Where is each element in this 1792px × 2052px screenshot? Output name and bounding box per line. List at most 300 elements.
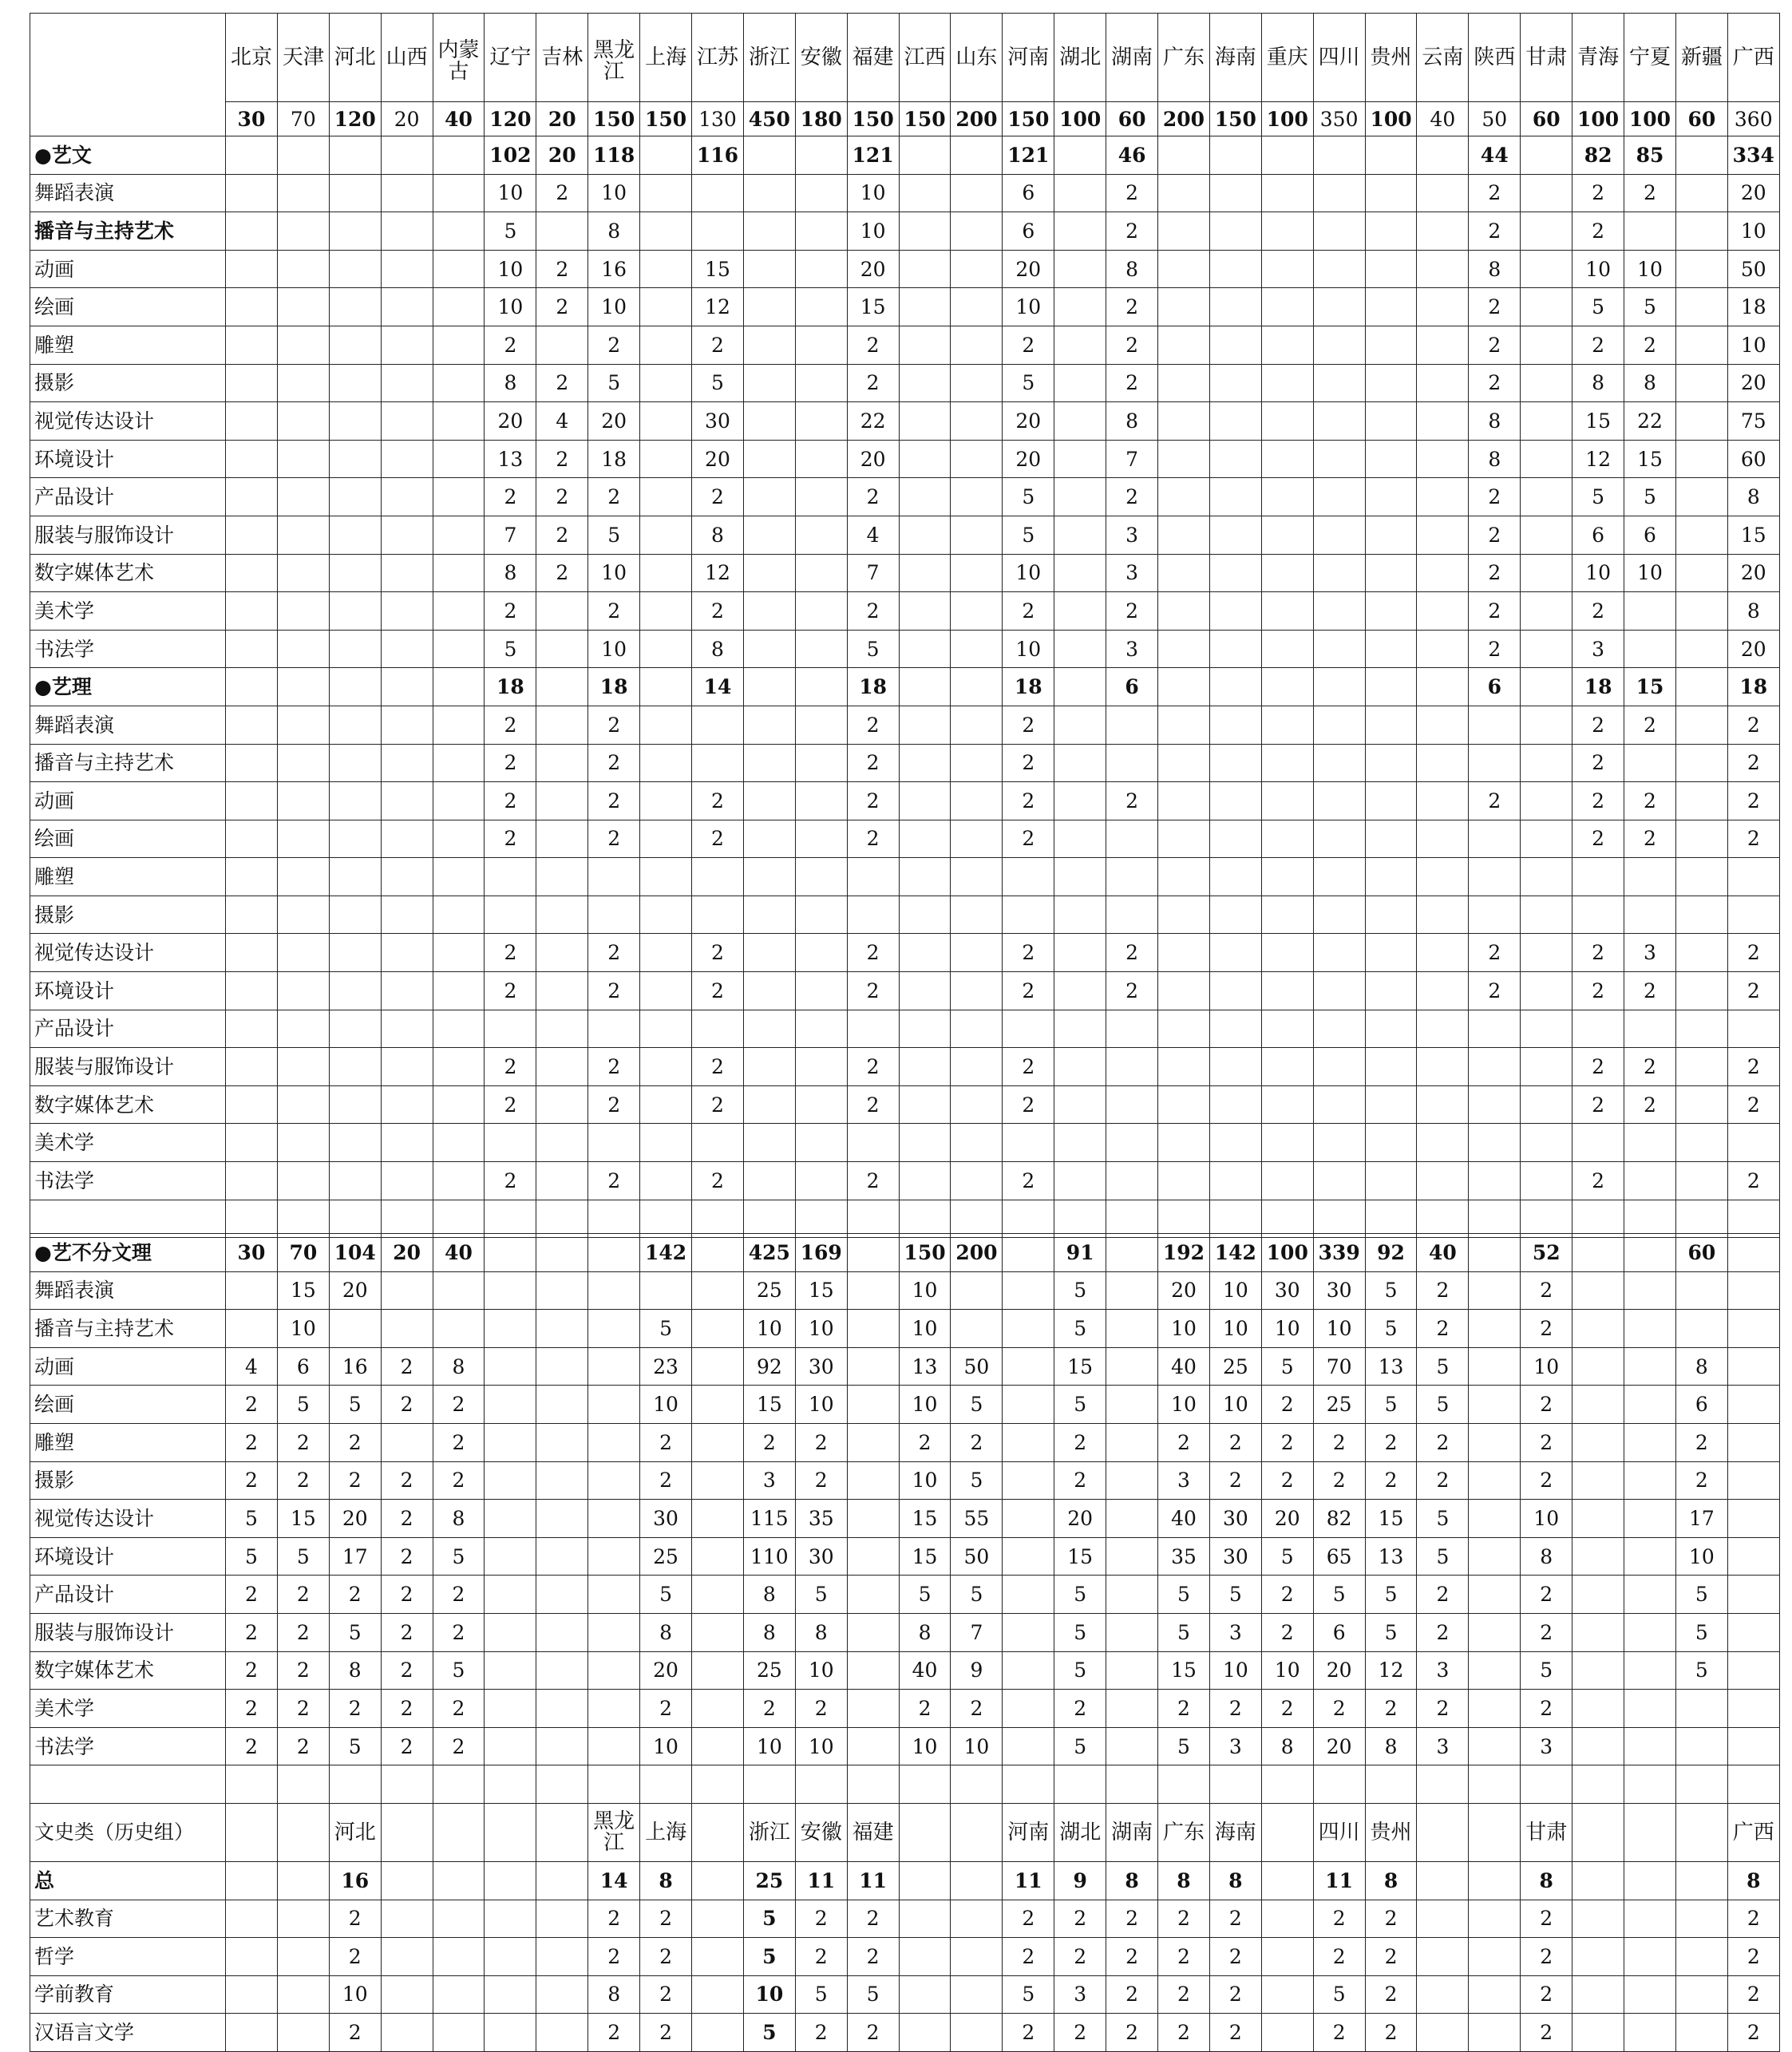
history-quota-cell: 5 (795, 1975, 847, 2014)
quota-cell: 2 (795, 1690, 847, 1728)
quota-cell (1365, 250, 1417, 288)
quota-cell: 2 (381, 1347, 433, 1386)
quota-cell (1624, 896, 1676, 934)
quota-cell: 2 (1054, 1461, 1106, 1500)
history-quota-cell: 2 (1521, 1938, 1572, 1976)
section-total-cell: 40 (433, 1234, 485, 1272)
quota-cell: 2 (1521, 1423, 1572, 1461)
history-quota-cell: 2 (1727, 1900, 1779, 1938)
quota-cell: 5 (847, 630, 899, 668)
province-quota: 70 (277, 102, 329, 136)
quota-cell: 8 (899, 1613, 951, 1651)
quota-cell (1521, 440, 1572, 478)
quota-cell: 2 (277, 1423, 329, 1461)
major-label: 美术学 (30, 1124, 226, 1162)
quota-header-row (30, 102, 1780, 136)
quota-cell: 2 (588, 782, 640, 820)
quota-cell (847, 1347, 899, 1386)
quota-cell (536, 1124, 588, 1162)
quota-cell (795, 554, 847, 592)
quota-cell (795, 820, 847, 858)
quota-cell (1675, 288, 1727, 326)
quota-cell: 2 (485, 706, 536, 744)
quota-cell (1158, 364, 1210, 402)
quota-cell: 18 (1727, 288, 1779, 326)
quota-cell (1727, 1576, 1779, 1614)
quota-cell (1365, 1765, 1417, 1804)
major-label: 书法学 (30, 1162, 226, 1200)
quota-cell: 2 (1106, 782, 1158, 820)
section-total-cell: 30 (226, 1234, 278, 1272)
quota-cell: 2 (1417, 1423, 1469, 1461)
quota-cell (433, 858, 485, 896)
province-header: 新疆 (1675, 14, 1727, 102)
quota-cell: 2 (536, 364, 588, 402)
quota-cell (1572, 1124, 1624, 1162)
quota-cell (795, 706, 847, 744)
quota-cell (536, 592, 588, 631)
quota-cell (588, 1423, 640, 1461)
quota-cell (1106, 1386, 1158, 1424)
quota-cell: 2 (1209, 1423, 1261, 1461)
quota-cell (1521, 516, 1572, 554)
table-row (30, 174, 1780, 212)
history-quota-cell: 2 (1209, 1938, 1261, 1976)
quota-cell: 15 (743, 1386, 795, 1424)
quota-cell (1365, 402, 1417, 441)
section-total-cell: 60 (1675, 1234, 1727, 1272)
quota-cell (1675, 1162, 1727, 1200)
province-header: 吉林 (536, 14, 588, 102)
quota-cell: 10 (1727, 326, 1779, 364)
quota-cell: 75 (1727, 402, 1779, 441)
quota-cell: 7 (1106, 440, 1158, 478)
quota-cell (1365, 782, 1417, 820)
quota-cell: 2 (1106, 364, 1158, 402)
quota-cell: 15 (899, 1500, 951, 1538)
history-quota-cell: 3 (1054, 1975, 1106, 2014)
quota-cell: 12 (1572, 440, 1624, 478)
quota-cell: 2 (1675, 1423, 1727, 1461)
history-province-header: 河南 (1003, 1803, 1054, 1861)
quota-cell: 2 (1106, 212, 1158, 251)
quota-cell: 10 (899, 1271, 951, 1310)
quota-cell: 2 (1313, 1423, 1365, 1461)
quota-cell (433, 326, 485, 364)
quota-cell: 5 (329, 1613, 381, 1651)
section-total-cell: 200 (951, 1234, 1003, 1272)
quota-cell (847, 1727, 899, 1765)
quota-cell: 15 (277, 1271, 329, 1310)
history-quota-cell (951, 2014, 1003, 2052)
quota-cell (1003, 1124, 1054, 1162)
section-total-cell (381, 668, 433, 706)
quota-cell (1054, 934, 1106, 972)
quota-cell: 5 (951, 1386, 1003, 1424)
quota-cell: 3 (743, 1461, 795, 1500)
quota-cell (1572, 1200, 1624, 1238)
quota-cell (433, 630, 485, 668)
quota-cell (485, 1613, 536, 1651)
quota-cell: 10 (899, 1386, 951, 1424)
quota-cell (381, 858, 433, 896)
quota-cell (588, 1765, 640, 1804)
section-row (30, 136, 1780, 175)
table-row (30, 1500, 1780, 1538)
quota-cell (433, 706, 485, 744)
quota-cell (1572, 1727, 1624, 1765)
quota-cell: 5 (1417, 1537, 1469, 1576)
quota-cell: 50 (951, 1347, 1003, 1386)
quota-cell (1365, 744, 1417, 782)
section-total-cell (329, 136, 381, 175)
quota-cell (381, 288, 433, 326)
table-row (30, 934, 1780, 972)
quota-cell (226, 516, 278, 554)
quota-cell: 2 (588, 592, 640, 631)
quota-cell (433, 250, 485, 288)
quota-cell (1521, 1162, 1572, 1200)
quota-cell (1209, 896, 1261, 934)
quota-cell (1572, 1576, 1624, 1614)
history-quota-cell (1261, 1975, 1313, 2014)
history-quota-cell (381, 1938, 433, 1976)
province-quota: 100 (1572, 102, 1624, 136)
quota-cell: 8 (743, 1613, 795, 1651)
quota-cell (743, 1085, 795, 1124)
province-quota: 100 (1054, 102, 1106, 136)
quota-cell (1727, 1271, 1779, 1310)
quota-cell (1624, 1651, 1676, 1690)
quota-cell (1675, 592, 1727, 631)
history-quota-cell: 2 (1365, 1900, 1417, 1938)
quota-cell (640, 288, 692, 326)
quota-cell: 5 (1572, 478, 1624, 516)
quota-cell (692, 1576, 744, 1614)
table-row (30, 1576, 1780, 1614)
quota-cell (795, 1124, 847, 1162)
quota-cell (588, 1461, 640, 1500)
quota-cell (1521, 934, 1572, 972)
quota-cell: 2 (1003, 1048, 1054, 1086)
quota-cell (1469, 1423, 1521, 1461)
quota-cell (1365, 820, 1417, 858)
quota-cell: 16 (588, 250, 640, 288)
history-total-cell (1469, 1861, 1521, 1900)
quota-cell (847, 1423, 899, 1461)
quota-cell: 2 (1727, 972, 1779, 1010)
quota-cell (743, 326, 795, 364)
quota-cell: 2 (1054, 1690, 1106, 1728)
quota-cell (743, 212, 795, 251)
quota-cell: 3 (1624, 934, 1676, 972)
quota-cell: 20 (1158, 1271, 1210, 1310)
section-total-cell (1521, 668, 1572, 706)
province-header: 重庆 (1261, 14, 1313, 102)
quota-cell (1209, 478, 1261, 516)
quota-cell (640, 402, 692, 441)
table-row (30, 1423, 1780, 1461)
quota-cell: 2 (1365, 1690, 1417, 1728)
section-total-cell (536, 1234, 588, 1272)
quota-cell (951, 478, 1003, 516)
section-total-cell (226, 668, 278, 706)
quota-cell (1675, 440, 1727, 478)
quota-cell (1521, 1048, 1572, 1086)
quota-cell: 10 (847, 212, 899, 251)
history-total-cell: 11 (1003, 1861, 1054, 1900)
quota-cell (640, 1124, 692, 1162)
quota-cell (1003, 1461, 1054, 1500)
quota-cell: 70 (1313, 1347, 1365, 1386)
quota-cell: 5 (1365, 1576, 1417, 1614)
history-quota-cell (1675, 1938, 1727, 1976)
quota-cell (1261, 1765, 1313, 1804)
province-header: 天津 (277, 14, 329, 102)
quota-cell (536, 630, 588, 668)
quota-cell (1158, 288, 1210, 326)
quota-cell (226, 1048, 278, 1086)
quota-cell (329, 174, 381, 212)
quota-cell: 2 (1106, 934, 1158, 972)
quota-cell (1469, 1010, 1521, 1048)
quota-cell: 10 (1209, 1310, 1261, 1348)
quota-cell (1365, 1085, 1417, 1124)
quota-cell (1054, 1010, 1106, 1048)
quota-cell (1727, 1124, 1779, 1162)
quota-cell (743, 934, 795, 972)
quota-cell (433, 820, 485, 858)
history-quota-cell: 2 (1158, 1900, 1210, 1938)
history-total-cell: 16 (329, 1861, 381, 1900)
section-total-cell (1313, 668, 1365, 706)
history-province-header: 湖南 (1106, 1803, 1158, 1861)
quota-table-general (30, 1233, 1780, 2052)
quota-cell (536, 820, 588, 858)
quota-cell: 3 (1417, 1727, 1469, 1765)
quota-cell (1727, 1690, 1779, 1728)
quota-cell: 2 (433, 1690, 485, 1728)
quota-cell (743, 782, 795, 820)
quota-cell: 2 (485, 592, 536, 631)
quota-cell (485, 1310, 536, 1348)
history-quota-cell: 2 (1003, 1900, 1054, 1938)
quota-cell (847, 1576, 899, 1614)
quota-cell (1106, 1347, 1158, 1386)
quota-cell (1675, 554, 1727, 592)
quota-cell: 15 (1727, 516, 1779, 554)
quota-cell (433, 364, 485, 402)
quota-cell: 2 (226, 1576, 278, 1614)
quota-cell (536, 782, 588, 820)
quota-cell (1417, 212, 1469, 251)
quota-cell (1106, 1537, 1158, 1576)
table-row (30, 1200, 1780, 1238)
quota-cell: 2 (1572, 212, 1624, 251)
major-label: 绘画 (30, 1386, 226, 1424)
quota-cell (1054, 440, 1106, 478)
history-quota-cell (1675, 1975, 1727, 2014)
quota-cell (1572, 1423, 1624, 1461)
quota-cell (381, 478, 433, 516)
quota-cell (1675, 782, 1727, 820)
quota-cell (1417, 288, 1469, 326)
quota-cell (1727, 1200, 1779, 1238)
quota-cell (1572, 1010, 1624, 1048)
section-total-cell: 121 (847, 136, 899, 175)
quota-cell (640, 782, 692, 820)
quota-cell (1054, 782, 1106, 820)
quota-cell: 2 (588, 706, 640, 744)
quota-cell: 2 (1209, 1690, 1261, 1728)
quota-cell (1624, 1537, 1676, 1576)
history-province-header: 黑龙江 (588, 1803, 640, 1861)
quota-cell: 10 (1209, 1271, 1261, 1310)
quota-cell (899, 858, 951, 896)
history-province-header (1261, 1803, 1313, 1861)
quota-cell (1313, 1200, 1365, 1238)
province-header: 青海 (1572, 14, 1624, 102)
quota-cell: 2 (381, 1500, 433, 1538)
quota-cell (640, 212, 692, 251)
quota-cell (433, 896, 485, 934)
quota-cell (1261, 1048, 1313, 1086)
table-row (30, 1461, 1780, 1500)
history-quota-cell: 2 (1313, 1900, 1365, 1938)
quota-cell (1521, 782, 1572, 820)
quota-cell (1469, 1537, 1521, 1576)
quota-cell: 2 (692, 820, 744, 858)
quota-cell (226, 478, 278, 516)
quota-cell (1624, 858, 1676, 896)
quota-cell (640, 516, 692, 554)
quota-cell: 2 (1675, 1461, 1727, 1500)
history-quota-cell (899, 2014, 951, 2052)
quota-cell (1106, 1500, 1158, 1538)
quota-cell: 6 (1675, 1386, 1727, 1424)
major-label: 数字媒体艺术 (30, 554, 226, 592)
quota-cell (588, 1690, 640, 1728)
quota-cell (951, 820, 1003, 858)
history-quota-cell (381, 2014, 433, 2052)
history-province-header (277, 1803, 329, 1861)
quota-cell (1313, 630, 1365, 668)
history-quota-cell (433, 1900, 485, 1938)
quota-cell: 10 (1521, 1347, 1572, 1386)
province-quota: 40 (433, 102, 485, 136)
province-header: 广西 (1727, 14, 1779, 102)
history-total-cell: 8 (1158, 1861, 1210, 1900)
province-quota: 130 (692, 102, 744, 136)
quota-cell: 2 (433, 1423, 485, 1461)
quota-cell (485, 1347, 536, 1386)
quota-cell (329, 402, 381, 441)
history-quota-cell (277, 1975, 329, 2014)
quota-cell (1313, 1048, 1365, 1086)
quota-cell (951, 402, 1003, 441)
quota-cell: 8 (1106, 402, 1158, 441)
history-quota-cell: 2 (1727, 2014, 1779, 2052)
quota-cell (1624, 1271, 1676, 1310)
history-total-cell (381, 1861, 433, 1900)
quota-cell (1417, 1162, 1469, 1200)
section-total-cell (433, 136, 485, 175)
quota-cell (1469, 1386, 1521, 1424)
province-quota: 150 (899, 102, 951, 136)
quota-cell (1624, 1200, 1676, 1238)
quota-cell (226, 782, 278, 820)
quota-cell (1521, 478, 1572, 516)
quota-cell: 2 (433, 1461, 485, 1500)
table-row (30, 1690, 1780, 1728)
quota-cell (1469, 1162, 1521, 1200)
quota-cell: 3 (1417, 1651, 1469, 1690)
quota-cell (899, 1765, 951, 1804)
quota-cell: 2 (1003, 820, 1054, 858)
quota-cell (1261, 1010, 1313, 1048)
quota-cell: 2 (277, 1690, 329, 1728)
quota-cell (485, 1690, 536, 1728)
quota-cell: 2 (743, 1690, 795, 1728)
quota-cell (795, 174, 847, 212)
quota-cell (795, 592, 847, 631)
section-total-cell: 104 (329, 1234, 381, 1272)
quota-cell (1365, 1048, 1417, 1086)
quota-cell (1261, 630, 1313, 668)
quota-cell (743, 402, 795, 441)
quota-cell: 8 (485, 554, 536, 592)
quota-cell (1158, 250, 1210, 288)
quota-cell: 50 (951, 1537, 1003, 1576)
quota-cell: 20 (1261, 1500, 1313, 1538)
quota-cell: 22 (847, 402, 899, 441)
history-quota-cell: 2 (1365, 1938, 1417, 1976)
quota-cell (1054, 1085, 1106, 1124)
quota-cell (1417, 1048, 1469, 1086)
quota-cell (329, 972, 381, 1010)
history-quota-cell: 2 (1003, 1938, 1054, 1976)
quota-cell (1624, 1765, 1676, 1804)
quota-cell: 15 (1054, 1347, 1106, 1386)
quota-cell (226, 174, 278, 212)
quota-cell: 2 (1521, 1576, 1572, 1614)
quota-cell (1365, 554, 1417, 592)
quota-cell (536, 1085, 588, 1124)
quota-cell: 10 (951, 1727, 1003, 1765)
quota-cell (847, 1651, 899, 1690)
quota-cell (640, 440, 692, 478)
quota-cell (277, 1048, 329, 1086)
table-row (30, 706, 1780, 744)
quota-cell (277, 364, 329, 402)
quota-cell: 2 (899, 1423, 951, 1461)
quota-cell (1261, 820, 1313, 858)
quota-cell (1313, 516, 1365, 554)
quota-cell (795, 1162, 847, 1200)
quota-cell (1365, 592, 1417, 631)
history-total-cell (899, 1861, 951, 1900)
history-quota-cell (485, 1975, 536, 2014)
quota-cell (329, 554, 381, 592)
history-quota-cell: 2 (1727, 1938, 1779, 1976)
table-row (30, 858, 1780, 896)
history-quota-cell (692, 1975, 744, 2014)
quota-cell (485, 1537, 536, 1576)
quota-cell: 2 (1003, 744, 1054, 782)
quota-cell: 5 (1624, 478, 1676, 516)
history-province-header (899, 1803, 951, 1861)
quota-cell (1261, 972, 1313, 1010)
